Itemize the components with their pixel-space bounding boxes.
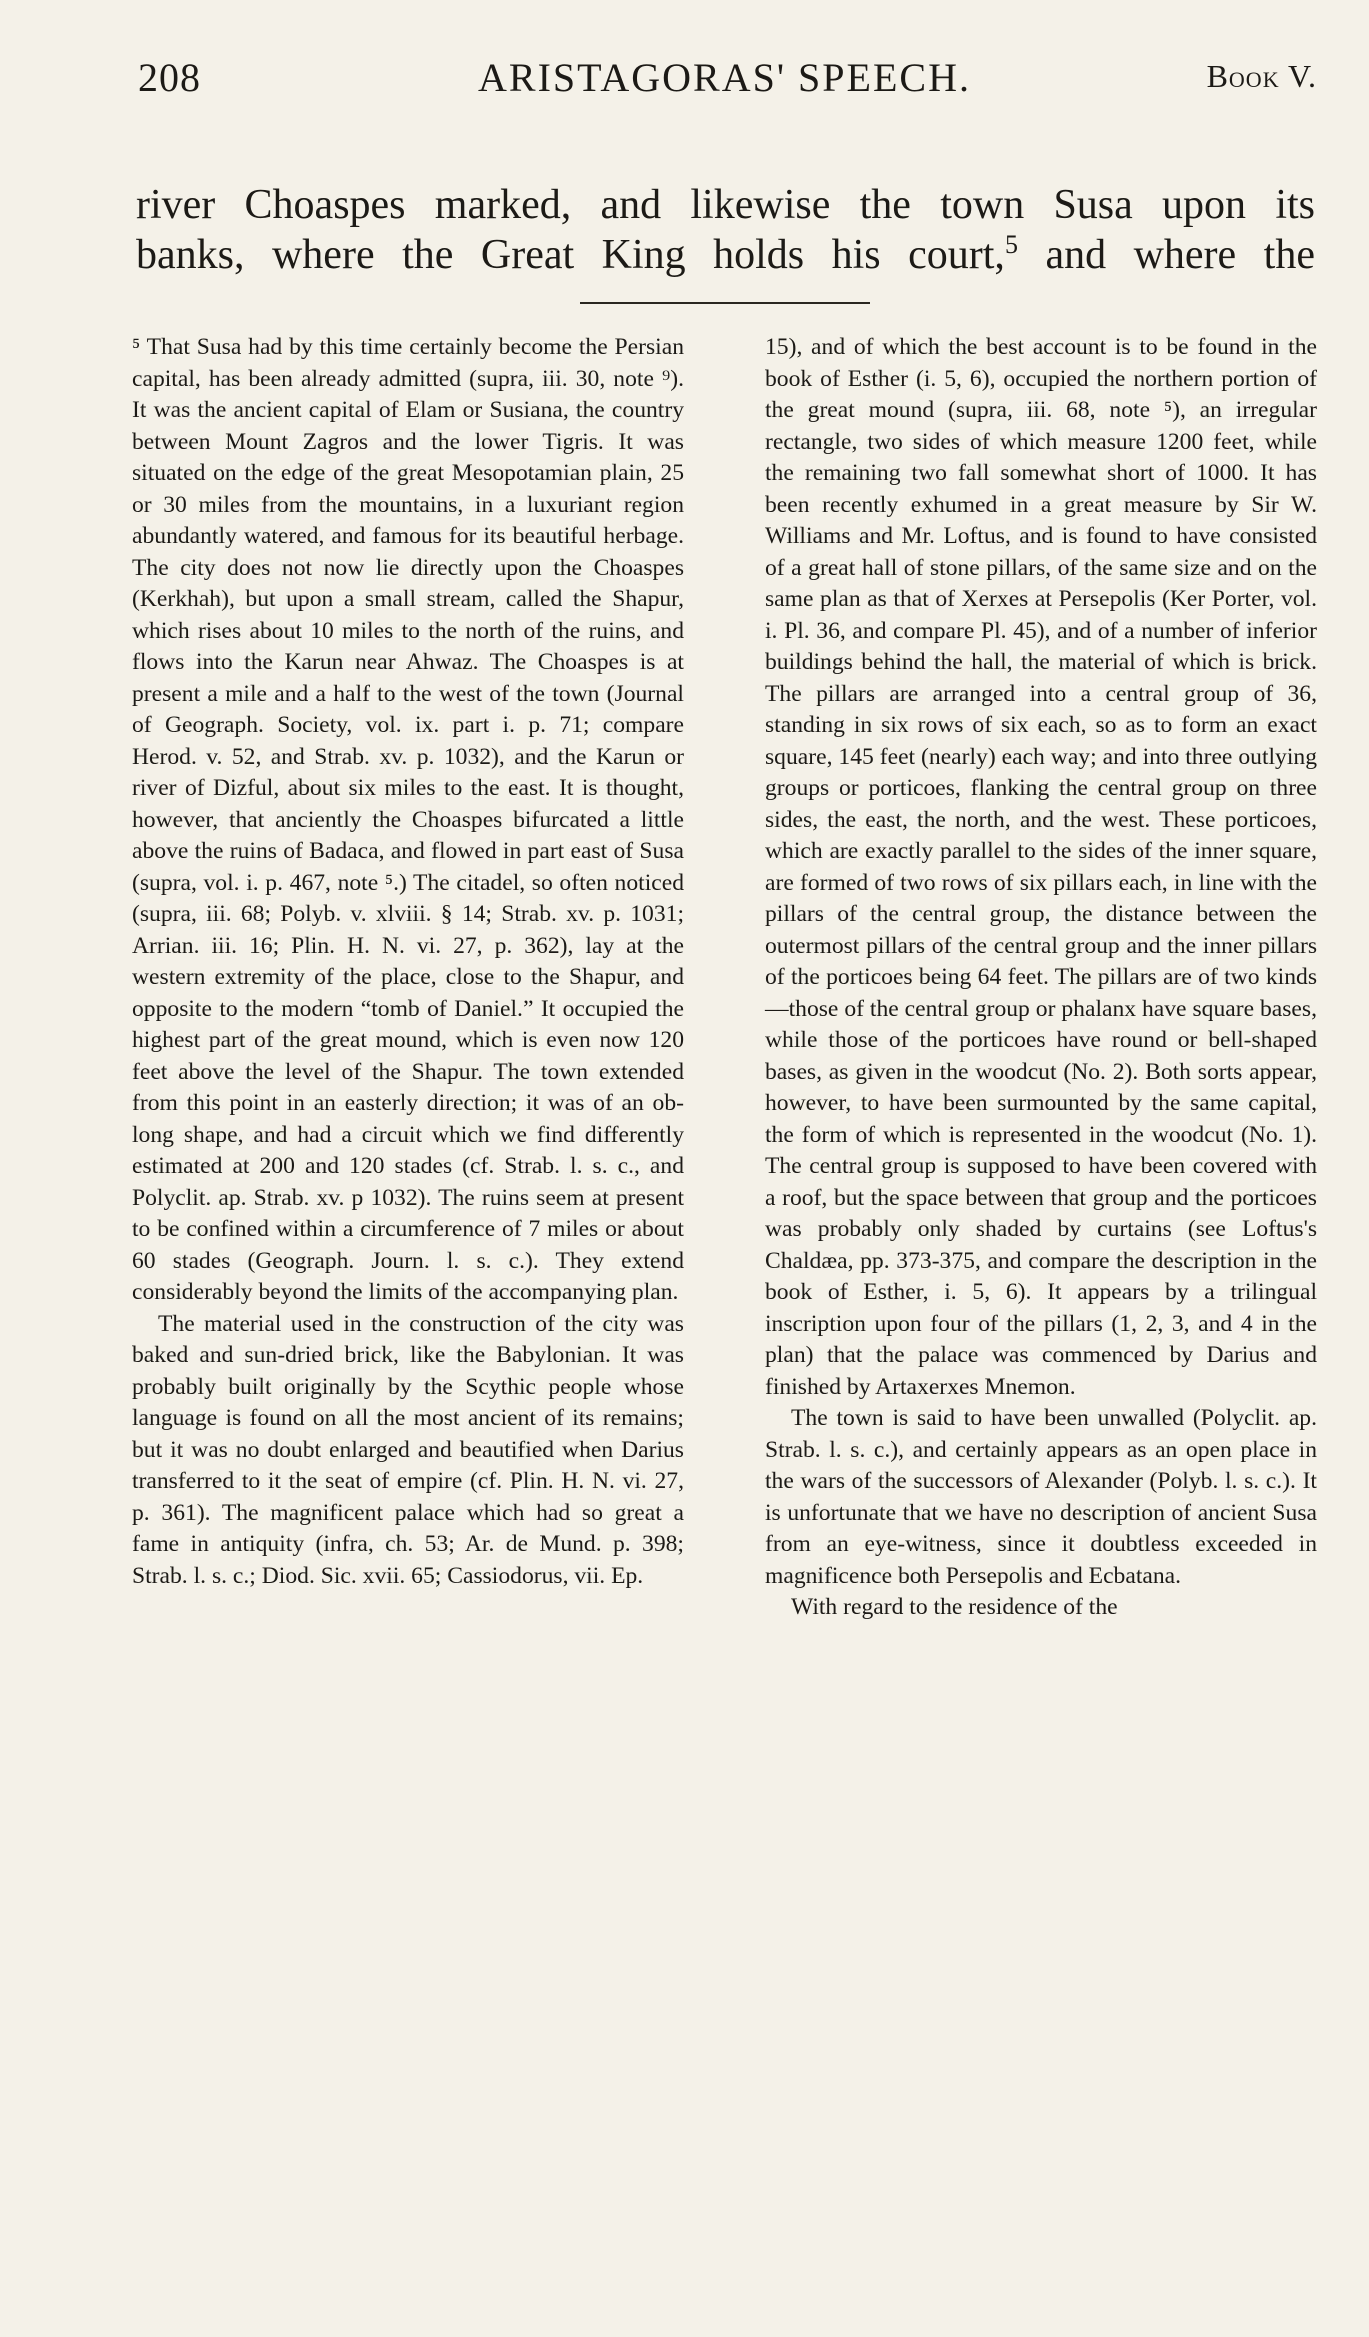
main-text-line-2 (136, 230, 1315, 280)
footnote-paragraph: The material used in the construction of the city was baked and sun-dried brick, like the Babylonian. It was probably built originally by the Scythic people whose language is found on all the most ancient of its remains; but it was no doubt enlarged and beautified when Darius transferred to it the seat of empire (cf. Plin. H. N. vi. 27, p. 361). The magnificent palace which had so great a fame in antiquity (infra, ch. 53; Ar. de Mund. p. 398; Strab. l. s. c.; Diod. Sic. xvii. 65; Cassiodorus, vii. Ep. (132, 1310, 684, 1589)
footnote-column-left (132, 332, 684, 1624)
footnote-rule (580, 302, 870, 304)
footnote-paragraph: 15), and of which the best account is to be found in the book of Esther (i. 5, 6), occupied the northern portion of the great mound (supra, iii. 68, note ⁵), an irregular rectangle, two sides of which measure 1200 feet, while the remaining two fall somewhat short of 1000. It has been recently exhumed in a great measure by Sir W. Williams and Mr. Loftus, and is found to have consisted of a great hall of stone pillars, of the same size and on the same plan as that of Xerxes at Persepolis (Ker Porter, vol. i. Pl. 36, and compare Pl. 45), and of a number of inferior buildings behind the hall, the material of which is brick. The pillars are arranged into a central group of 36, standing in six rows of six each, so as to form an exact square, 145 feet (nearly) each way; and into three outlying groups or porticoes, flanking the central group on three sides, the east, the north, and the west. These porticoes, which are exactly parallel to the sides of the inner square, are formed of two rows of six pillars each, in line with the pillars of the central group, the distance between the outermost pillars of the central group and the inner pillars of the porticoes being 64 feet. The pillars are of two kinds—those of the central group or phalanx have square bases, while those of the porticoes have round or bell-shaped bases, as given in the woodcut (No. 2). Both sorts appear, however, to have been surmounted by the same capital, the form of which is represented in the woodcut (No. 1). The central group is supposed to have been covered with a roof, but the space between that group and the porticoes was probably only shaded by curtains (see Loftus's Chaldæa, pp. 373-375, and compare the description in the book of Esther, i. 5, 6). It appears by a trilingual inscription upon four of the pillars (1, 2, 3, and 4 in the plan) that the palace was commenced by Darius and finished by Artaxerxes Mnemon. (765, 334, 1317, 1400)
main-text-line-1: river Choaspes marked, and likewise the town Susa upon its (136, 182, 1315, 228)
footnote-paragraph: With regard to the residence of the (791, 1594, 1118, 1620)
footnote-reference: 5 (1004, 230, 1018, 259)
footnote-column-right (765, 332, 1317, 1624)
footnote-paragraph: ⁵ That Susa had by this time certainly become the Persian capital, has been already admitted (supra, iii. 30, note ⁹). It was the ancient capital of Elam or Susiana, the country between Mount Zagros and the lower Tigris. It was situated on the edge of the great Mesopotamian plain, 25 or 30 miles from the mountains, in a luxuriant region abundantly watered, and famous for its beautiful herbage. The city does not now lie directly upon the Choaspes (Kerkhah), but upon a small stream, called the Shapur, which rises about 10 miles to the north of the ruins, and flows into the Karun near Ahwaz. The Choaspes is at present a mile and a half to the west of the town (Journal of Geograph. Society, vol. ix. part i. p. 71; compare Herod. v. 52, and Strab. xv. p. 1032), and the Karun or river of Dizful, about six miles to the east. It is thought, however, that anciently the Choaspes bifurcated a little above the ruins of Badaca, and flowed in part east of Susa (supra, vol. i. p. 467, note ⁵.) The citadel, so often noticed (supra, iii. 68; Polyb. v. xlviii. § 14; Strab. xv. p. 1031; Arrian. iii. 16; Plin. H. N. vi. 27, p. 362), lay at the western extremity of the place, close to the Shapur, and opposite to the modern “tomb of Daniel.” It occupied the highest part of the great mound, which is even now 120 feet above the level of the Shapur. The town extended from this point in an easterly direction; it was of an oblong shape, and had a circuit which we find differently estimated at 200 and 120 stades (cf. Strab. l. s. c., and Polyclit. ap. Strab. xv. p 1032). The ruins seem at present to be confined within a circumference of 7 miles or about 60 stades (Geograph. Journ. l. s. c.). They extend considerably beyond the limits of the accompanying plan. (132, 334, 684, 1305)
book-label: Book V. (1206, 58, 1317, 94)
page-number: 208 (138, 55, 201, 100)
main-text (132, 180, 1317, 280)
running-head (132, 40, 1317, 110)
book-page (132, 40, 1317, 2310)
footnote-columns (132, 332, 1317, 1624)
running-title: ARISTAGORAS' SPEECH. (478, 55, 971, 100)
main-text-line-2-end: and where the (1017, 232, 1315, 278)
footnote-paragraph: The town is said to have been unwalled (Polyclit. ap. Strab. l. s. c.), and certainly appears as an open place in the wars of the successors of Alexander (Polyb. l. s. c.). It is unfortunate that we have no description of ancient Susa from an eye-witness, since it doubtless exceeded in magnificence both Persepolis and Ecbatana. (765, 1405, 1317, 1589)
main-text-line-2-start: banks, where the Great King holds his court, (136, 232, 1005, 278)
